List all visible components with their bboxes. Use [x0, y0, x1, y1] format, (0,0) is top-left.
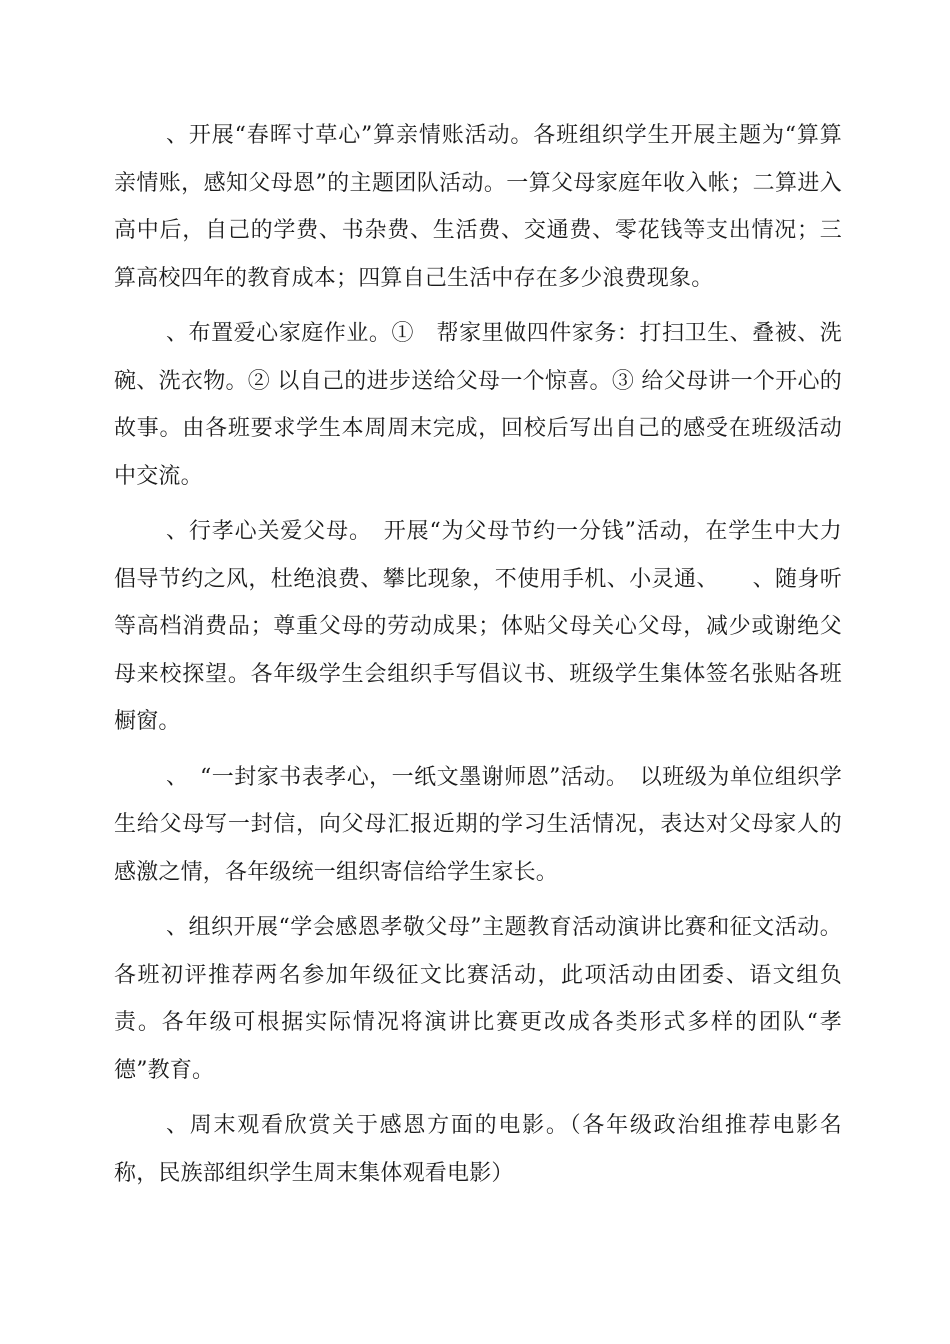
paragraph-activity-speech-essay: 、组织开展“学会感恩孝敬父母”主题教育活动演讲比赛和征文活动。各班初评推荐两名参加年级征文比赛活动，此项活动由团委、语文组负责。各年级可根据实际情况将演讲比赛更改成各类形式多样的团队“孝德”教育。	[114, 915, 842, 1083]
paragraph-activity-family-letter: 、 “一封家书表孝心，一纸文墨谢师恩”活动。 以班级为单位组织学生给父母写一封信，向父母汇报近期的学习生活情况，表达对父母家人的感激之情，各年级统一组织寄信给学生家长。	[114, 764, 842, 885]
paragraph-activity-filial-care: 、行孝心关爱父母。 开展“为父母节约一分钱”活动，在学生中大力倡导节约之风，杜绝浪费、攀比现象，不使用手机、小灵通、 、随身听等高档消费品；尊重父母的劳动成果；体贴父母关心父母，减少或谢绝父母来校探望。各年级学生会组织手写倡议书、班级学生集体签名张贴各班橱窗。	[114, 519, 842, 734]
document-body	[114, 112, 842, 1205]
paragraph-activity-family-accounts: 、开展“春晖寸草心”算亲情账活动。各班组织学生开展主题为“算算亲情账，感知父母恩”的主题团队活动。一算父母家庭年收入帐；二算进入高中后，自己的学费、书杂费、生活费、交通费、零花钱等支出情况；三算高校四年的教育成本；四算自己生活中存在多少浪费现象。	[114, 123, 842, 291]
paragraph-activity-family-homework: 、布置爱心家庭作业。① 帮家里做四件家务：打扫卫生、叠被、洗碗、洗衣物。② 以自己的进步送给父母一个惊喜。③ 给父母讲一个开心的故事。由各班要求学生本周周末完成，回校后写出自己的感受在班级活动中交流。	[114, 321, 842, 489]
paragraph-activity-movie-viewing: 、周末观看欣赏关于感恩方面的电影。（各年级政治组推荐电影名称，民族部组织学生周末集体观看电影）	[114, 1113, 842, 1186]
